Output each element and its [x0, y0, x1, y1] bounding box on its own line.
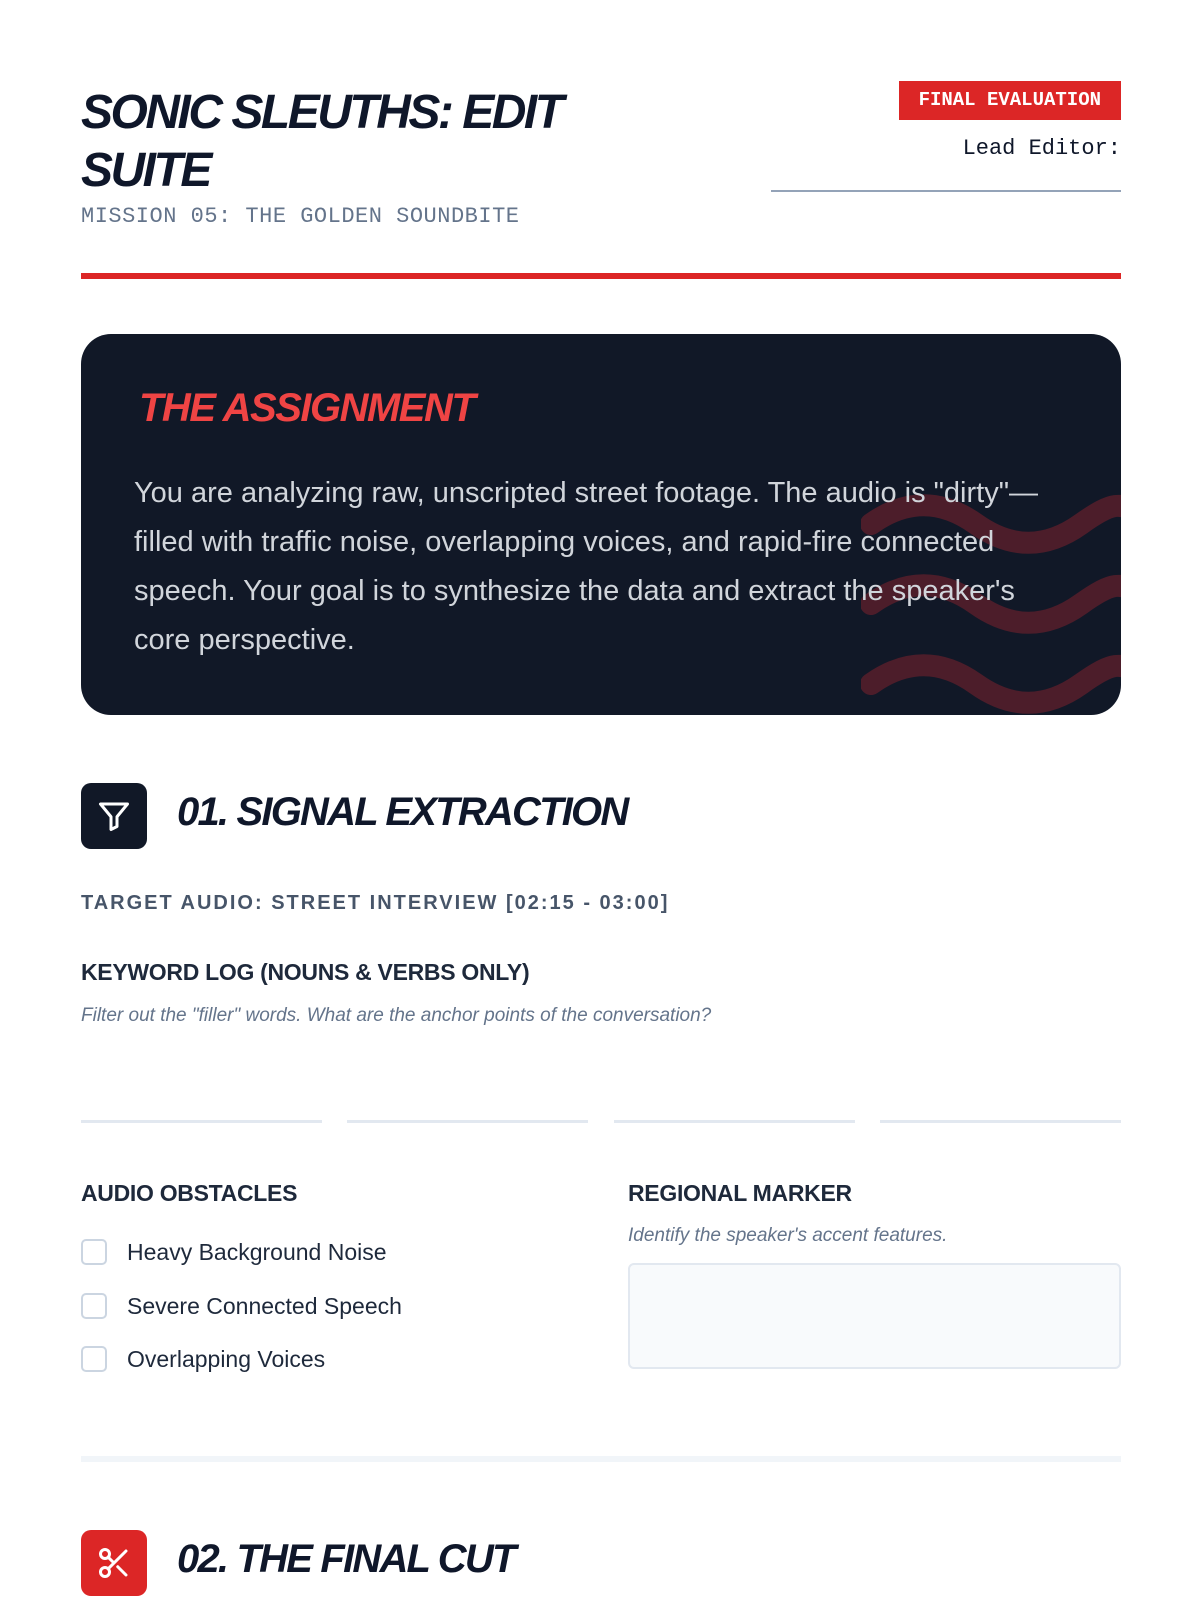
- regional-marker-input[interactable]: [628, 1263, 1121, 1369]
- audio-obstacles-label: AUDIO OBSTACLES: [81, 1180, 298, 1206]
- assignment-title: THE ASSIGNMENT: [139, 386, 475, 430]
- keyword-input-3[interactable]: [614, 1120, 855, 1123]
- section-title: 01. SIGNAL EXTRACTION: [177, 790, 628, 834]
- checkbox-label: Severe Connected Speech: [127, 1293, 402, 1319]
- target-audio-label: TARGET AUDIO: STREET INTERVIEW [02:15 - 03:00]: [81, 892, 670, 914]
- keyword-log-hint: Filter out the "filler" words. What are the anchor points of the conversation?: [81, 1005, 712, 1026]
- mission-subtitle: MISSION 05: THE GOLDEN SOUNDBITE: [81, 204, 520, 229]
- scissors-icon: [81, 1530, 147, 1596]
- page-title: SONIC SLEUTHS: EDIT SUITE: [81, 86, 562, 197]
- status-badge: FINAL EVALUATION: [899, 81, 1121, 120]
- keyword-log-label: KEYWORD LOG (NOUNS & VERBS ONLY): [81, 959, 530, 985]
- worksheet-page: [81, 0, 1121, 1600]
- checkbox-label: Overlapping Voices: [127, 1346, 326, 1372]
- checkbox[interactable]: [81, 1346, 107, 1372]
- filter-icon: [81, 783, 147, 849]
- section-title: 02. THE FINAL CUT: [177, 1537, 515, 1581]
- regional-marker-label: REGIONAL MARKER: [628, 1180, 852, 1206]
- keyword-input-1[interactable]: [81, 1120, 322, 1123]
- lead-editor-field[interactable]: [771, 190, 1121, 192]
- checkbox[interactable]: [81, 1293, 107, 1319]
- checkbox-label: Heavy Background Noise: [127, 1239, 387, 1265]
- section-divider: [81, 1456, 1121, 1462]
- checkbox[interactable]: [81, 1239, 107, 1265]
- assignment-card: [81, 334, 1121, 715]
- assignment-text: You are analyzing raw, unscripted street footage. The audio is "dirty"—filled with traffic noise, overlapping voices, and rapid-fire connected speech. Your goal is to synthesize the data and extract the speaker's core perspective.: [134, 477, 1038, 656]
- header-divider: [81, 273, 1121, 279]
- keyword-input-2[interactable]: [347, 1120, 588, 1123]
- regional-marker-hint: Identify the speaker's accent features.: [628, 1225, 948, 1246]
- keyword-input-4[interactable]: [880, 1120, 1121, 1123]
- lead-editor-label: Lead Editor:: [962, 136, 1121, 161]
